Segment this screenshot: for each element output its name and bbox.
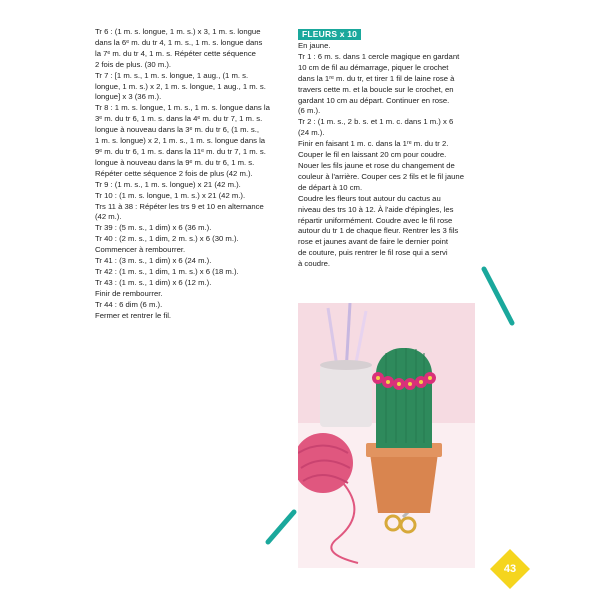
text-line: Répéter cette séquence 2 fois de plus (42 m.). <box>95 168 253 178</box>
text-line: Coudre les fleurs tout autour du cactus au <box>298 193 441 203</box>
text-line: Finir en faisant 1 m. c. dans la 1ʳᵉ m. du tr 2. <box>298 139 449 149</box>
text-line: longue, 1 m. s.) x 2, 1 m. s. longue, 1 aug., 1 m. s. <box>95 81 266 91</box>
text-line: la 7ᵉ m. du tr 4, 1 m. s. Répéter cette séquence <box>95 48 256 58</box>
text-line: rose et jaunes avant de faire le dernier point <box>298 237 449 247</box>
text-line: (24 m.). <box>298 128 325 138</box>
text-line: Trs 11 à 38 : Répéter les trs 9 et 10 en alternance <box>95 201 264 211</box>
text-line: Tr 42 : (1 m. s., 1 dim, 1 m. s.) x 6 (18 m.). <box>95 266 239 276</box>
text-line: 9ᵉ m. du tr 6, 1 m. s. dans la 11ᵉ m. du tr 7, 1 m. s. <box>95 146 266 156</box>
text-line: Commencer à rembourrer. <box>95 245 186 255</box>
text-line: niveau des trs 10 à 12. À l'aide d'épingles, les <box>298 204 454 214</box>
text-line: Tr 43 : (1 m. s., 1 dim) x 6 (12 m.). <box>95 277 212 287</box>
text-line: travers cette m. et la boucle sur le crochet, en <box>298 84 454 94</box>
text-line: longue] x 3 (36 m.). <box>95 92 162 102</box>
text-line: 10 cm de fil au démarrage, piquer le crochet <box>298 62 449 72</box>
text-line: Tr 6 : (1 m. s. longue, 1 m. s.) x 3, 1 m. s. longue <box>95 27 261 36</box>
text-line: couleur à l'arrière. Couper ces 2 fils et le fil jaune <box>298 171 464 181</box>
text-line: répartir uniformément. Coudre avec le fil rose <box>298 215 453 225</box>
teal-stroke-bottom-icon <box>262 508 302 548</box>
text-line: Finir de rembourrer. <box>95 288 163 298</box>
text-line: dans la 1ʳᵉ m. du tr, et tirer 1 fil de laine rose à <box>298 73 455 83</box>
text-line: Tr 39 : (5 m. s., 1 dim) x 6 (36 m.). <box>95 223 212 233</box>
text-line: Tr 7 : [1 m. s., 1 m. s. longue, 1 aug., (1 m. s. <box>95 70 249 80</box>
text-line: Tr 2 : (1 m. s., 2 b. s. et 1 m. c. dans 1 m.) x 6 <box>298 117 454 127</box>
text-line: de couture, puis rentrer le fil rose qui a servi <box>298 248 448 258</box>
text-line: Tr 40 : (2 m. s., 1 dim, 2 m. s.) x 6 (30 m.). <box>95 234 239 244</box>
cactus-photo <box>298 303 475 568</box>
text-line: 3ᵉ m. du tr 6, 1 m. s. dans la 4ᵉ m. du tr 7, 1 m. s. <box>95 114 263 124</box>
text-line: En jaune. <box>298 41 331 50</box>
text-line: Nouer les fils jaune et rose du changement de <box>298 160 455 170</box>
pattern-instructions-left <box>95 27 291 321</box>
text-line: 1 m. s. longue) x 2, 1 m. s., 1 m. s. longue dans la <box>95 136 266 146</box>
text-line: 2 fois de plus. (30 m.). <box>95 59 172 69</box>
text-line: (6 m.). <box>298 106 321 116</box>
text-line: Tr 1 : 6 m. s. dans 1 cercle magique en gardant <box>298 51 460 61</box>
text-line: gardant 10 cm au départ. Continuer en rose. <box>298 95 450 105</box>
text-line: longue à nouveau dans la 9ᵉ m. du tr 6, 1 m. s. <box>95 157 255 167</box>
pattern-instructions-right <box>298 29 498 270</box>
text-line: Fermer et rentrer le fil. <box>95 310 172 320</box>
text-line: Tr 10 : (1 m. s. longue, 1 m. s.) x 21 (42 m.). <box>95 190 246 200</box>
text-line: Tr 41 : (3 m. s., 1 dim) x 6 (24 m.). <box>95 256 212 266</box>
text-line: autour du tr 1 de chaque fleur. Rentrer les 3 fils <box>298 226 459 236</box>
text-line: à coudre. <box>298 259 331 269</box>
text-line: dans la 6ᵉ m. du tr 4, 1 m. s., 1 m. s. longue dans <box>95 37 263 47</box>
section-heading: FLEURS x 10 <box>298 29 361 40</box>
page-number: 43 <box>503 563 517 575</box>
text-line: longue à nouveau dans la 3ᵉ m. du tr 6, (1 m. s., <box>95 125 259 135</box>
text-line: Couper le fil en laissant 20 cm pour coudre. <box>298 150 447 160</box>
text-line: de départ à 10 cm. <box>298 182 363 192</box>
text-line: Tr 44 : 6 dim (6 m.). <box>95 299 163 309</box>
text-line: Tr 8 : 1 m. s. longue, 1 m. s., 1 m. s. longue dans la <box>95 103 270 113</box>
text-line: (42 m.). <box>95 212 122 222</box>
teal-stroke-top-icon <box>478 265 518 330</box>
text-line: Tr 9 : (1 m. s., 1 m. s. longue) x 21 (42 m.). <box>95 179 241 189</box>
